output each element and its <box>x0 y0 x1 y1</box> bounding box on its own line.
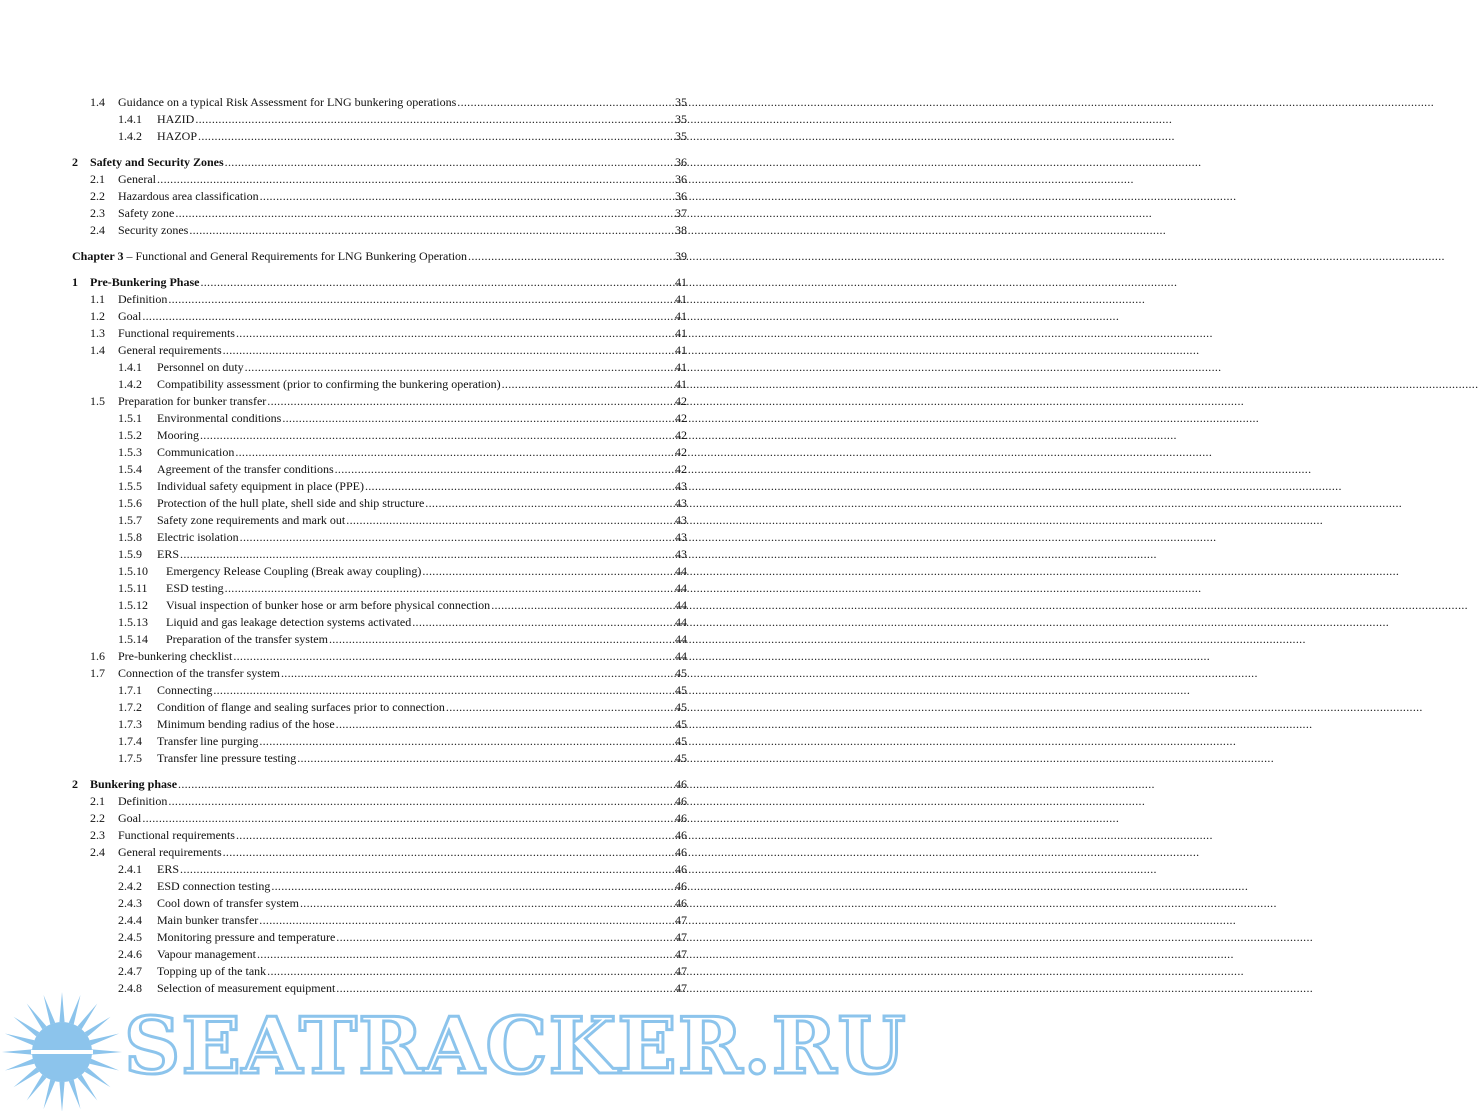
toc-entry-number: 2.2 <box>90 189 105 203</box>
toc-entry[interactable] <box>0 733 786 750</box>
sun-ray <box>14 1068 40 1088</box>
toc-entry-page: 41 <box>675 377 687 391</box>
toc-entry[interactable] <box>0 171 786 188</box>
toc-entry-title: Hazardous area classification <box>118 189 259 203</box>
watermark-text: SEATRACKER.RU <box>124 1001 907 1092</box>
toc-entry-number: 2.3 <box>90 206 105 220</box>
toc-entry-title: Liquid and gas leakage detection systems activated <box>166 615 412 629</box>
dot-leader <box>335 461 1312 478</box>
toc-entry-page: 46 <box>675 777 687 791</box>
toc-entry[interactable] <box>0 546 786 563</box>
toc-entry-page: 44 <box>675 649 687 663</box>
toc-entry-page: 45 <box>675 751 687 765</box>
toc-entry-page: 46 <box>675 862 687 876</box>
toc-entry-page: 43 <box>675 547 687 561</box>
toc-entry-title: Minimum bending radius of the hose <box>157 717 335 731</box>
toc-entry-page: 41 <box>675 309 687 323</box>
toc-entry-title: Individual safety equipment in place (PPE) <box>157 479 364 493</box>
toc-entry[interactable] <box>0 427 786 444</box>
dot-leader <box>329 631 1306 648</box>
toc-entry-number: 1.4.1 <box>118 360 142 374</box>
toc-entry-page: 36 <box>675 155 687 169</box>
toc-entry-number: 1 <box>72 275 78 289</box>
toc-entry-title: Transfer line purging <box>157 734 259 748</box>
toc-entry[interactable] <box>0 844 786 861</box>
sun-ray <box>2 1049 32 1054</box>
toc-entry-number: 1.7.5 <box>118 751 142 765</box>
dot-leader <box>236 827 1213 844</box>
toc-entry-page: 41 <box>675 326 687 340</box>
toc-entry[interactable] <box>0 716 786 733</box>
toc-entry-page: 47 <box>675 947 687 961</box>
toc-entry-title: ERS <box>157 547 180 561</box>
dot-leader <box>281 665 1258 682</box>
toc-entry-number: 1.5.2 <box>118 428 142 442</box>
toc-entry-number: 1.6 <box>90 649 105 663</box>
toc-entry-title: Definition <box>118 292 168 306</box>
toc-entry-number: 1.7 <box>90 666 105 680</box>
toc-entry[interactable] <box>0 776 786 793</box>
toc-entry[interactable] <box>0 325 786 342</box>
toc-entry-title: Protection of the hull plate, shell side and ship structure <box>157 496 425 510</box>
toc-entry[interactable] <box>0 614 786 631</box>
toc-entry-number: 1.7.3 <box>118 717 142 731</box>
toc-entry-number: 1.2 <box>90 309 105 323</box>
toc-entry[interactable] <box>0 154 786 171</box>
toc-entry-title: Electric isolation <box>157 530 239 544</box>
toc-entry-page: 39 <box>675 249 687 263</box>
toc-entry-number: 2.4.3 <box>118 896 142 910</box>
toc-entry[interactable] <box>0 94 786 111</box>
toc-entry-page: 45 <box>675 734 687 748</box>
sun-ray <box>59 1082 64 1111</box>
dot-leader <box>282 410 1259 427</box>
sun-ray <box>78 1004 98 1030</box>
toc-entry-title <box>72 248 468 265</box>
toc-entry-title: Safety zone <box>118 206 175 220</box>
toc-entry-title: Definition <box>118 794 168 808</box>
toc-entry[interactable] <box>0 682 786 699</box>
watermark <box>0 990 907 1111</box>
toc-entry-number: 1.5.11 <box>118 581 148 595</box>
chapter-title: – Functional and General Requirements for LNG Bunkering Operation <box>123 249 468 263</box>
toc-entry-title: Safety and Security Zones <box>90 155 224 169</box>
sun-ray <box>44 1080 56 1110</box>
toc-entry-number: 2 <box>72 777 78 791</box>
toc-entry-title: Compatibility assessment (prior to confirming the bunkering operation) <box>157 377 501 391</box>
sun-ray <box>27 1004 47 1030</box>
toc-entry[interactable] <box>0 478 786 495</box>
dot-leader <box>425 495 1402 512</box>
toc-entry-page: 42 <box>675 462 687 476</box>
toc-entry-page: 42 <box>675 428 687 442</box>
toc-entry-number: 1.4.2 <box>118 377 142 391</box>
dot-leader <box>446 699 1423 716</box>
dot-leader <box>200 427 1177 444</box>
toc-entry-number: 2.4.1 <box>118 862 142 876</box>
toc-entry-page: 44 <box>675 581 687 595</box>
toc-entry[interactable] <box>0 912 786 929</box>
dot-leader <box>336 929 1313 946</box>
dot-leader <box>142 308 1119 325</box>
toc-entry-number: 2 <box>72 155 78 169</box>
dot-leader <box>412 614 1389 631</box>
toc-entry-page: 36 <box>675 172 687 186</box>
toc-entry-number: 2.3 <box>90 828 105 842</box>
toc-entry-title: Preparation of the transfer system <box>166 632 328 646</box>
toc-entry[interactable] <box>0 111 786 128</box>
toc-entry-number: 2.4 <box>90 223 105 237</box>
toc-entry-page: 44 <box>675 598 687 612</box>
toc-entry-number: 1.5.5 <box>118 479 142 493</box>
toc-entry-number: 2.4 <box>90 845 105 859</box>
dot-leader <box>142 810 1119 827</box>
toc-entry[interactable] <box>0 495 786 512</box>
toc-entry-page: 47 <box>675 981 687 995</box>
sun-ray <box>69 1080 81 1110</box>
toc-entry[interactable] <box>0 359 786 376</box>
dot-leader <box>223 342 1200 359</box>
toc-entry-number: 1.5.14 <box>118 632 148 646</box>
toc-entry-title: Security zones <box>118 223 189 237</box>
toc-entry-page: 45 <box>675 700 687 714</box>
toc-entry[interactable] <box>0 597 786 614</box>
toc-entry-number: 1.4 <box>90 95 105 109</box>
toc-entry-number: 2.1 <box>90 172 105 186</box>
toc-entry-title: Cool down of transfer system <box>157 896 299 910</box>
toc-entry-page: 46 <box>675 879 687 893</box>
sun-ray <box>92 1049 122 1054</box>
toc-entry-page: 45 <box>675 666 687 680</box>
dot-leader <box>223 844 1200 861</box>
toc-entry-number: 2.4.4 <box>118 913 142 927</box>
toc-entry-number: 2.4.2 <box>118 879 142 893</box>
dot-leader <box>297 750 1274 767</box>
toc-entry-title: ESD connection testing <box>157 879 271 893</box>
toc-entry[interactable] <box>0 376 786 393</box>
sun-ray <box>85 1068 111 1088</box>
toc-entry-number: 1.5.4 <box>118 462 142 476</box>
toc-entry-page: 41 <box>675 292 687 306</box>
toc-entry-number: 2.2 <box>90 811 105 825</box>
dot-leader <box>502 376 1478 393</box>
toc-entry-title: Agreement of the transfer conditions <box>157 462 334 476</box>
dot-leader <box>346 512 1323 529</box>
toc-entry-title: Goal <box>118 309 142 323</box>
toc-entry-title: Topping up of the tank <box>157 964 267 978</box>
toc-entry-title: Connection of the transfer system <box>118 666 280 680</box>
toc-entry-number: 2.4.8 <box>118 981 142 995</box>
toc-entry-number: 1.3 <box>90 326 105 340</box>
sun-logo-icon <box>0 990 130 1111</box>
toc-entry-title: Preparation for bunker transfer <box>118 394 267 408</box>
toc-entry-page: 46 <box>675 811 687 825</box>
toc-entry-title: Functional requirements <box>118 828 235 842</box>
toc-entry-number: 1.5.3 <box>118 445 142 459</box>
dot-leader <box>240 529 1217 546</box>
toc-entry-number: 1.5.13 <box>118 615 148 629</box>
toc-entry-page: 44 <box>675 564 687 578</box>
toc-entry-page: 44 <box>675 615 687 629</box>
toc-entry-number: 1.7.1 <box>118 683 142 697</box>
toc-entry-title: Mooring <box>157 428 199 442</box>
toc-entry[interactable] <box>0 827 786 844</box>
toc-entry-page: 43 <box>675 513 687 527</box>
dot-leader <box>491 597 1468 614</box>
toc-entry-title: General requirements <box>118 845 222 859</box>
toc-entry-page: 47 <box>675 964 687 978</box>
toc-entry-page: 41 <box>675 360 687 374</box>
toc-entry[interactable] <box>0 861 786 878</box>
toc-entry[interactable] <box>0 274 786 291</box>
toc-entry-number: 1.4.2 <box>118 129 142 143</box>
sun-ray <box>90 1034 120 1046</box>
dot-leader <box>267 393 1244 410</box>
toc-entry-page: 38 <box>675 223 687 237</box>
dot-leader <box>213 682 1190 699</box>
toc-entry[interactable] <box>0 929 786 946</box>
toc-entry-page: 44 <box>675 632 687 646</box>
toc-entry-title: HAZOP <box>157 129 198 143</box>
dot-leader <box>175 205 1152 222</box>
toc-entry[interactable] <box>0 793 786 810</box>
toc-entry-title: Personnel on duty <box>157 360 244 374</box>
horizon-line <box>31 1050 93 1054</box>
toc-entry-page: 37 <box>675 206 687 220</box>
toc-entry[interactable] <box>0 665 786 682</box>
dot-leader <box>267 963 1244 980</box>
dot-leader <box>259 733 1236 750</box>
toc-entry-title: Main bunker transfer <box>157 913 259 927</box>
chapter-label: Chapter 3 <box>72 249 124 263</box>
dot-leader <box>168 291 1145 308</box>
toc-entry[interactable] <box>0 248 786 265</box>
toc-entry-page: 47 <box>675 930 687 944</box>
toc-entry-number: 2.4.6 <box>118 947 142 961</box>
dot-leader <box>259 912 1236 929</box>
toc-entry-title: Bunkering phase <box>90 777 178 791</box>
sun-ray <box>5 1034 35 1046</box>
toc-entry-page: 46 <box>675 794 687 808</box>
toc-entry[interactable] <box>0 188 786 205</box>
toc-entry[interactable] <box>0 750 786 767</box>
toc-entry[interactable] <box>0 461 786 478</box>
toc-entry[interactable] <box>0 580 786 597</box>
toc-entry-title: General <box>118 172 156 186</box>
toc-entry[interactable] <box>0 878 786 895</box>
toc-entry-page: 35 <box>675 95 687 109</box>
toc-entry-page: 43 <box>675 479 687 493</box>
sun-ray <box>44 995 56 1025</box>
toc-entry-number: 1.1 <box>90 292 105 306</box>
dot-leader <box>457 94 1434 111</box>
toc-entry-page: 45 <box>675 683 687 697</box>
toc-entry[interactable] <box>0 946 786 963</box>
toc-entry-title: Emergency Release Coupling (Break away coupling) <box>166 564 422 578</box>
toc-entry-number: 1.7.2 <box>118 700 142 714</box>
sun-ray <box>90 1059 120 1071</box>
dot-leader <box>300 895 1277 912</box>
toc-entry-title: Selection of measurement equipment <box>157 981 336 995</box>
toc-entry[interactable] <box>0 308 786 325</box>
dot-leader <box>157 171 1134 188</box>
toc-entry-page: 47 <box>675 913 687 927</box>
toc-entry-page: 41 <box>675 343 687 357</box>
toc-entry-title: Visual inspection of bunker hose or arm before physical connection <box>166 598 491 612</box>
toc-entry-title: Monitoring pressure and temperature <box>157 930 336 944</box>
toc-entry-number: 1.5.12 <box>118 598 148 612</box>
toc-entry-title: Pre-bunkering checklist <box>118 649 233 663</box>
dot-leader <box>422 563 1399 580</box>
toc-entry-number: 1.5.8 <box>118 530 142 544</box>
toc-entry[interactable] <box>0 529 786 546</box>
toc-entry[interactable] <box>0 342 786 359</box>
toc-entry[interactable] <box>0 963 786 980</box>
toc-entry[interactable] <box>0 699 786 716</box>
toc-entry-page: 36 <box>675 189 687 203</box>
toc-entry-number: 1.4 <box>90 343 105 357</box>
dot-leader <box>225 154 1202 171</box>
toc-entry[interactable] <box>0 205 786 222</box>
dot-leader <box>260 188 1237 205</box>
toc-entry-title: ERS <box>157 862 180 876</box>
toc-entry-title: Safety zone requirements and mark out <box>157 513 346 527</box>
toc-entry-page: 42 <box>675 394 687 408</box>
toc-entry-title: HAZID <box>157 112 195 126</box>
dot-leader <box>235 444 1212 461</box>
toc-entry-number: 2.4.5 <box>118 930 142 944</box>
toc-entry[interactable] <box>0 512 786 529</box>
toc-entry-number: 1.5.7 <box>118 513 142 527</box>
toc-entry-number: 1.5.10 <box>118 564 148 578</box>
toc-entry[interactable] <box>0 222 786 239</box>
toc-entry[interactable] <box>0 648 786 665</box>
dot-leader <box>336 716 1313 733</box>
toc-entry-title: General requirements <box>118 343 222 357</box>
toc-entry-title: Transfer line pressure testing <box>157 751 297 765</box>
sun-ray <box>78 1075 98 1101</box>
toc-entry-title: Vapour management <box>157 947 256 961</box>
toc-entry-number: 1.5.9 <box>118 547 142 561</box>
toc-entry-title: Guidance on a typical Risk Assessment for LNG bunkering operations <box>118 95 457 109</box>
dot-leader <box>468 248 1445 265</box>
table-of-contents <box>0 0 786 1010</box>
toc-entry-number: 2.4.7 <box>118 964 142 978</box>
sun-ray <box>14 1017 40 1037</box>
toc-entry[interactable] <box>0 810 786 827</box>
toc-entry[interactable] <box>0 563 786 580</box>
sun-ray <box>69 995 81 1025</box>
toc-entry-title: Environmental conditions <box>157 411 282 425</box>
toc-entry-number: 1.5.6 <box>118 496 142 510</box>
toc-entry-page: 35 <box>675 112 687 126</box>
toc-entry-page: 43 <box>675 530 687 544</box>
toc-entry-title: Connecting <box>157 683 213 697</box>
dot-leader <box>236 325 1213 342</box>
sun-ray <box>27 1075 47 1101</box>
dot-leader <box>257 946 1234 963</box>
toc-entry[interactable] <box>0 393 786 410</box>
dot-leader <box>168 793 1145 810</box>
toc-entry-page: 46 <box>675 845 687 859</box>
toc-entry-title: ESD testing <box>166 581 224 595</box>
toc-entry[interactable] <box>0 895 786 912</box>
toc-entry[interactable] <box>0 444 786 461</box>
toc-entry-page: 46 <box>675 828 687 842</box>
toc-entry-page: 41 <box>675 275 687 289</box>
toc-entry-page: 42 <box>675 411 687 425</box>
sun-ray <box>59 992 64 1022</box>
toc-entry-page: 45 <box>675 717 687 731</box>
toc-entry[interactable] <box>0 410 786 427</box>
toc-entry-number: 2.1 <box>90 794 105 808</box>
dot-leader <box>245 359 1222 376</box>
toc-entry-title: Functional requirements <box>118 326 235 340</box>
toc-entry[interactable] <box>0 128 786 145</box>
toc-entry-number: 1.7.4 <box>118 734 142 748</box>
sun-ray <box>85 1017 111 1037</box>
dot-leader <box>200 274 1177 291</box>
toc-entry-title: Communication <box>157 445 235 459</box>
toc-entry-page: 42 <box>675 445 687 459</box>
toc-entry-title: Condition of flange and sealing surfaces prior to connection <box>157 700 445 714</box>
dot-leader <box>233 648 1210 665</box>
toc-entry-number: 1.5.1 <box>118 411 142 425</box>
toc-entry-page: 46 <box>675 896 687 910</box>
sun-ray <box>5 1059 35 1071</box>
toc-entry-number: 1.4.1 <box>118 112 142 126</box>
toc-entry-number: 1.5 <box>90 394 105 408</box>
toc-entry[interactable] <box>0 291 786 308</box>
dot-leader <box>365 478 1342 495</box>
toc-entry-title: Goal <box>118 811 142 825</box>
toc-entry-title: Pre-Bunkering Phase <box>90 275 200 289</box>
toc-entry-page: 43 <box>675 496 687 510</box>
dot-leader <box>271 878 1248 895</box>
dot-leader <box>225 580 1202 597</box>
toc-entry[interactable] <box>0 631 786 648</box>
toc-entry-page: 35 <box>675 129 687 143</box>
